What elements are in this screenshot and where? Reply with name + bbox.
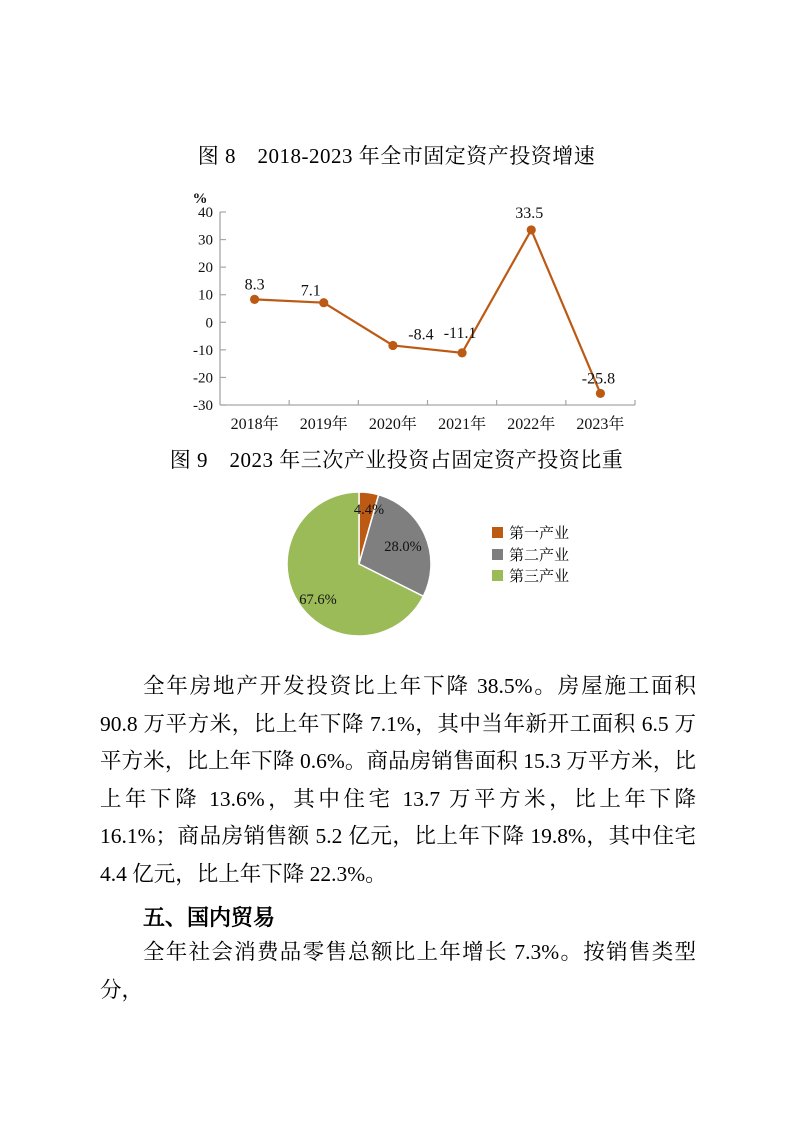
y-tick-label: 0: [205, 315, 213, 332]
data-point-label: 7.1: [300, 282, 321, 300]
paragraph-real-estate: 全年房地产开发投资比上年下降 38.5%。房屋施工面积 90.8 万平方米，比上年下降 7.1%，其中当年新开工面积 6.5 万平方米，比上年下降 0.6%。商品房销售面积 15.3 万平方米，比上年下降 13.6%，其中住宅 13.7 万平方米，比上年下降 16.1%；商品房销售额 5.2 亿元，比上年下降 19.8%，其中住宅 4.4 亿元，比上年下降 22.3%。: [100, 674, 696, 886]
y-tick-label: 30: [198, 232, 213, 249]
x-category-label: 2023年: [576, 416, 625, 433]
pie-legend: [492, 522, 569, 587]
section-heading-domestic-trade: 五、国内贸易: [143, 905, 276, 930]
y-tick-label: -20: [193, 370, 213, 387]
paragraph-retail-sales: 全年社会消费品零售总额比上年增长 7.3%。按销售类型分，: [100, 940, 696, 1002]
data-point-label: -11.1: [443, 324, 477, 342]
legend-item-secondary-industry: [492, 544, 569, 566]
figure9-caption: 图 9 2023 年三次产业投资占固定资产投资比重: [169, 448, 624, 472]
y-tick-label: 20: [198, 260, 213, 277]
y-tick-label: 10: [198, 287, 213, 304]
legend-swatch-secondary-icon: [492, 549, 503, 560]
legend-label-tertiary: 第三产业: [509, 569, 570, 586]
y-tick-label: -10: [193, 342, 213, 359]
legend-swatch-tertiary-icon: [492, 570, 503, 581]
x-category-label: 2022年: [507, 416, 556, 433]
data-point: [250, 295, 259, 304]
pie-value-label: 4.4%: [353, 502, 385, 518]
x-category-label: 2019年: [299, 416, 348, 433]
legend-label-secondary: 第二产业: [509, 547, 570, 564]
data-line: [255, 230, 601, 393]
y-tick-label: 40: [198, 205, 213, 221]
legend-label-primary: 第一产业: [509, 526, 570, 543]
figure8-caption: 图 8 2018-2023 年全市固定资产投资增速: [197, 144, 596, 168]
data-point: [527, 225, 536, 234]
data-point-label: 33.5: [515, 204, 544, 222]
data-point: [388, 341, 397, 350]
data-point-label: 8.3: [244, 276, 265, 294]
legend-swatch-primary-icon: [492, 527, 503, 538]
legend-item-tertiary-industry: [492, 565, 569, 587]
data-point: [596, 389, 605, 398]
data-point-label: -25.8: [581, 370, 616, 388]
data-point-label: -8.4: [408, 326, 434, 344]
y-tick-label: -30: [193, 398, 213, 414]
x-category-label: 2018年: [230, 416, 279, 433]
y-axis-unit-label: %: [192, 191, 208, 207]
data-point: [457, 348, 466, 357]
x-category-label: 2021年: [438, 416, 487, 433]
line-chart: [170, 185, 650, 437]
pie-value-label: 67.6%: [299, 592, 337, 608]
legend-item-primary-industry: [492, 522, 569, 544]
x-category-label: 2020年: [368, 416, 417, 433]
pie-value-label: 28.0%: [384, 539, 422, 555]
